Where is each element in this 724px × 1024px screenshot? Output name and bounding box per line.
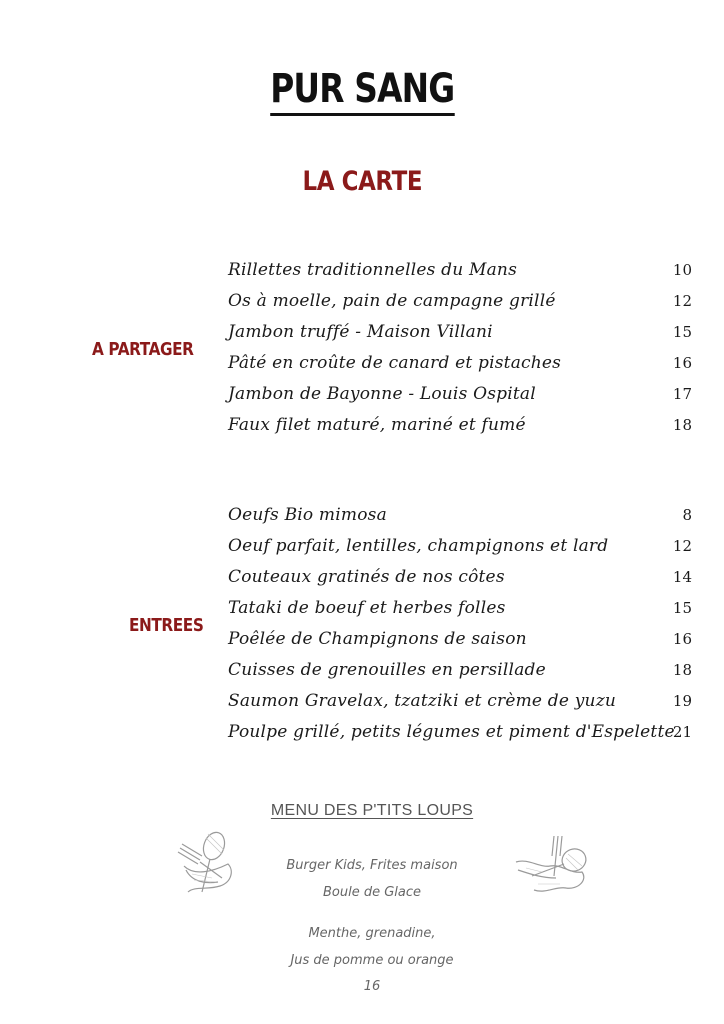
menu-item bbox=[228, 505, 698, 536]
kids-menu-title: MENU DES P'TITS LOUPS bbox=[270, 802, 474, 819]
menu-item bbox=[228, 567, 698, 598]
item-name: Jambon truffé - Maison Villani bbox=[228, 322, 493, 342]
item-price: 21 bbox=[672, 723, 692, 741]
item-name: Poulpe grillé, petits légumes et piment d'Espelette bbox=[228, 722, 675, 742]
item-name: Saumon Gravelax, tzatziki et crème de yuzu bbox=[228, 691, 616, 711]
item-name: Faux filet maturé, mariné et fumé bbox=[228, 415, 526, 435]
menu-item bbox=[228, 536, 698, 567]
section-label-entrees: ENTREES bbox=[129, 615, 204, 636]
kids-menu-line: Burger Kids, Frites maison bbox=[286, 858, 458, 873]
kids-menu-line: Menthe, grenadine, bbox=[308, 926, 436, 941]
menu-item bbox=[228, 384, 698, 415]
item-price: 19 bbox=[672, 692, 692, 710]
item-price: 14 bbox=[672, 568, 692, 586]
item-price: 8 bbox=[682, 506, 692, 524]
item-price: 10 bbox=[672, 261, 692, 279]
menu-item bbox=[228, 291, 698, 322]
item-name: Poêlée de Champignons de saison bbox=[228, 629, 527, 649]
menu-subtitle: LA CARTE bbox=[302, 166, 422, 197]
menu-item bbox=[228, 322, 698, 353]
section-entrees-list bbox=[228, 505, 698, 753]
item-price: 18 bbox=[672, 416, 692, 434]
section-label-a-partager: A PARTAGER bbox=[92, 339, 194, 360]
section-a-partager-list bbox=[228, 260, 698, 446]
menu-item bbox=[228, 722, 698, 753]
menu-item bbox=[228, 629, 698, 660]
menu-item bbox=[228, 260, 698, 291]
kids-menu-price: 16 bbox=[363, 979, 381, 994]
menu-item bbox=[228, 660, 698, 691]
item-name: Oeuf parfait, lentilles, champignons et lard bbox=[228, 536, 609, 556]
item-price: 16 bbox=[672, 354, 692, 372]
kids-menu-line: Jus de pomme ou orange bbox=[290, 953, 454, 968]
item-name: Rillettes traditionnelles du Mans bbox=[228, 260, 518, 280]
menu-item bbox=[228, 691, 698, 722]
item-price: 18 bbox=[672, 661, 692, 679]
menu-item bbox=[228, 415, 698, 446]
item-price: 12 bbox=[672, 537, 692, 555]
menu-item bbox=[228, 353, 698, 384]
item-name: Tataki de boeuf et herbes folles bbox=[228, 598, 506, 618]
item-price: 12 bbox=[672, 292, 692, 310]
item-name: Jambon de Bayonne - Louis Ospital bbox=[228, 384, 536, 404]
item-name: Pâté en croûte de canard et pistaches bbox=[228, 353, 562, 373]
menu-item bbox=[228, 598, 698, 629]
item-price: 17 bbox=[672, 385, 692, 403]
item-name: Cuisses de grenouilles en persillade bbox=[228, 660, 546, 680]
item-name: Os à moelle, pain de campagne grillé bbox=[228, 291, 556, 311]
item-price: 15 bbox=[672, 323, 692, 341]
kids-menu-line: Boule de Glace bbox=[322, 885, 422, 900]
item-price: 15 bbox=[672, 599, 692, 617]
item-name: Oeufs Bio mimosa bbox=[228, 505, 387, 525]
item-name: Couteaux gratinés de nos côtes bbox=[228, 567, 505, 587]
item-price: 16 bbox=[672, 630, 692, 648]
restaurant-title: PUR SANG bbox=[0, 66, 724, 116]
